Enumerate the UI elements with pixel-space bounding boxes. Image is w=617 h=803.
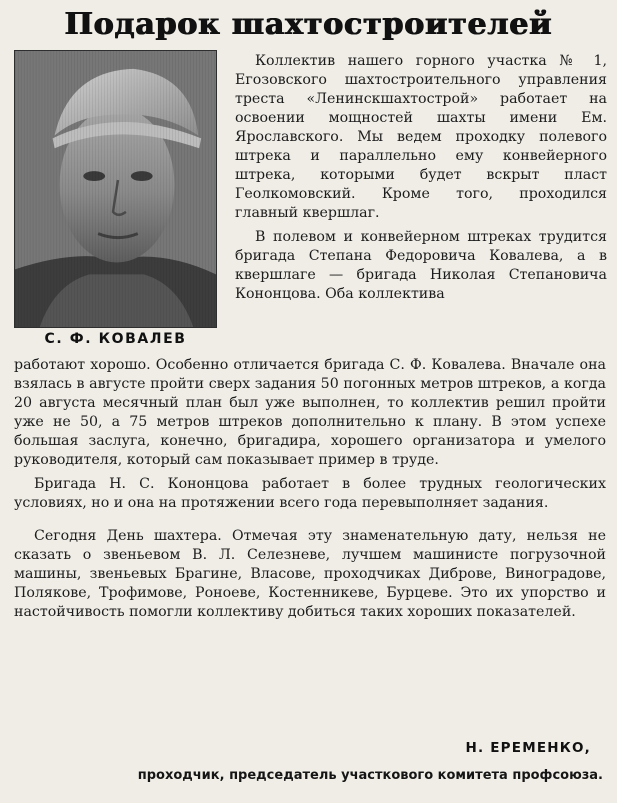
author-title: проходчик, председатель участкового комитета профсоюза. (137, 768, 603, 783)
paragraph-1: Коллектив нашего горного участка № 1, Егозовского шахтостроительного управления треста «Ленинскшахтострой» работает на освоении мощностей шахты имени Ем. Ярославского. Мы ведем проходку полевого штрека и параллельно ему конвейерного штрека, которыми будет вскрыт пласт Геолкомовский. Кроме того, проходился главный квершлаг. (235, 53, 607, 221)
paragraph-5: Сегодня День шахтера. Отмечая эту знаменательную дату, нельзя не сказать о звеньевом В. Л. Селезневе, лучшем машинисте погрузочной машины, звеньевых Брагине, Власове, проходчиках Диброве, Виноградове, Полякове, Трофимове, Роноеве, Костенникеве, Бурцеве. Это их упорство и настойчивость помогли коллективу добиться таких хороших показателей. (14, 528, 606, 620)
article-side-column (235, 52, 607, 304)
author-name: Н. ЕРЕМЕНКО, (465, 740, 591, 756)
portrait-image (15, 51, 216, 327)
paragraph-3: работают хорошо. Особенно отличается бригада С. Ф. Ковалева. Вначале она взялась в августе пройти сверх задания 50 погонных метров штреков, а когда 20 августа месячный план был уже выполнен, то коллектив решил пройти уже не 50, а 75 метров штреков дополнительно к плану. В этом успехе большая заслуга, конечно, бригадира, хорошего организатора и умелого руководителя, который сам показывает пример в труде. (14, 357, 606, 468)
paragraph-2: В полевом и конвейерном штреках трудится бригада Степана Федоровича Ковалева, а в квершлаге — бригада Николая Степановича Кононцова. Оба коллектива (235, 229, 607, 302)
article-full-column (14, 356, 606, 622)
article-headline: Подарок шахтостроителей (64, 7, 553, 42)
photo-caption: С. Ф. КОВАЛЕВ (44, 331, 187, 347)
portrait-photo (14, 50, 217, 328)
paragraph-4: Бригада Н. С. Кононцова работает в более трудных геологических условиях, но и она на протяжении всего года перевыполняет задания. (14, 476, 606, 511)
